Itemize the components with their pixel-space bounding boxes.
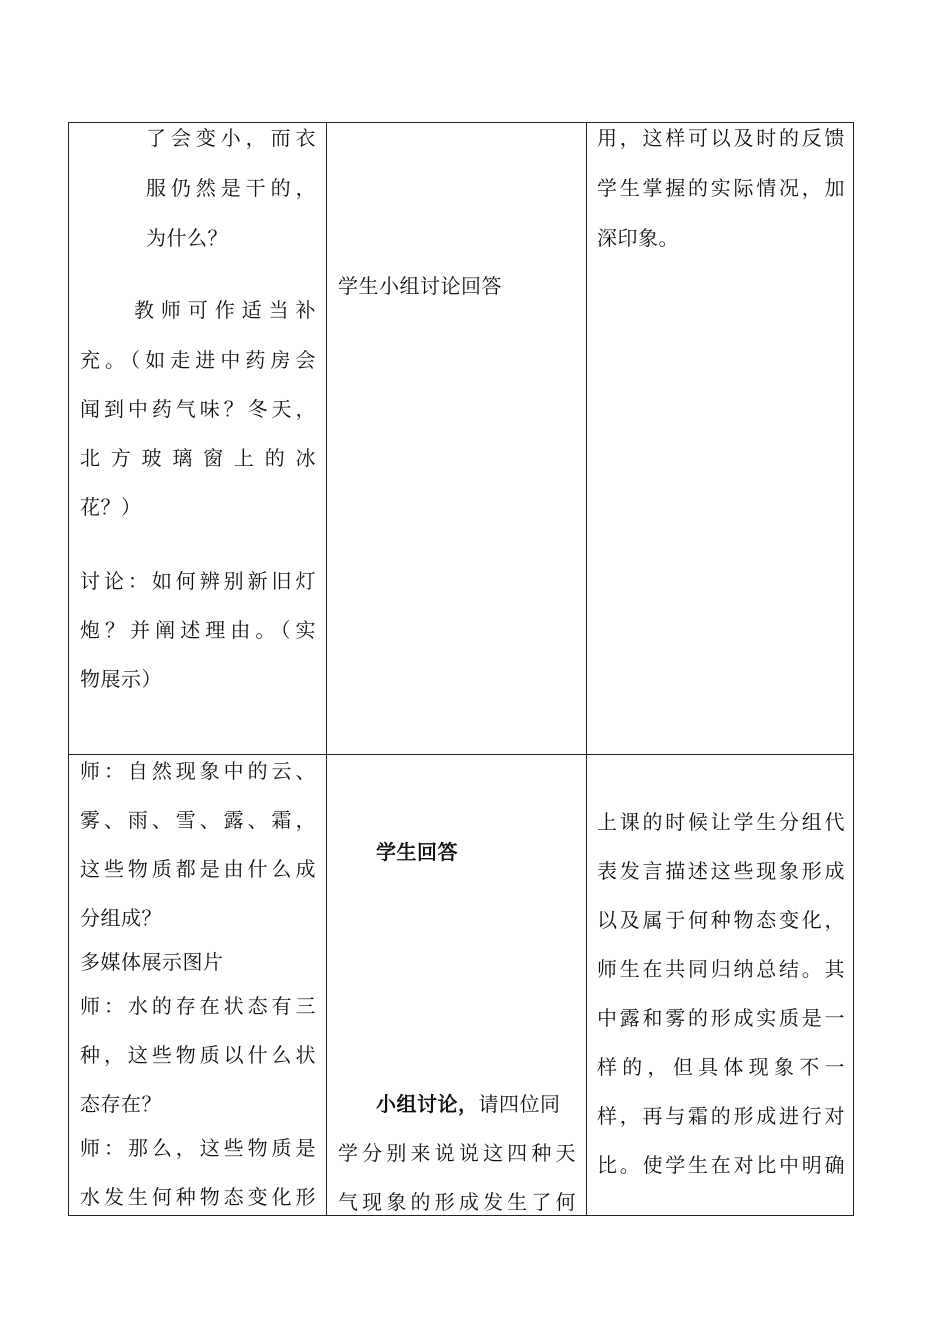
row1-col2-text: 学生小组讨论回答: [338, 274, 502, 298]
row1-col1-line: 为什么？: [146, 226, 228, 250]
row1-col1-line: 服仍然是干的，: [146, 176, 316, 200]
row1-col1-line: 讨论：如何辨别新旧灯: [80, 569, 316, 593]
row2-col1-line: 师：自然现象中的云、: [80, 759, 316, 783]
row1-col1-line: 教师可作适当补: [134, 298, 316, 322]
row2-col1-line: 雾、雨、雪、露、霜，: [80, 808, 316, 832]
row2-col3-line: 上课的时候让学生分组代: [597, 810, 845, 834]
row-divider: [68, 754, 854, 755]
row2-col1-line: 多媒体展示图片: [80, 950, 224, 974]
row2-col3-line: 师生在共同归纳总结。其: [597, 957, 845, 981]
group-discussion-label: 小组讨论，: [376, 1092, 479, 1116]
row2-col1-line: 种，这些物质以什么状: [80, 1043, 316, 1067]
column-divider-1: [326, 122, 327, 1216]
row1-col1-line: 北方玻璃窗上的冰: [80, 446, 316, 470]
row2-col1-line: 师：那么，这些物质是: [80, 1136, 316, 1160]
row2-col1-line: 分组成？: [80, 906, 162, 930]
row2-col1-line: 师：水的存在状态有三: [80, 994, 316, 1018]
row1-col1-line: 物展示）: [80, 667, 162, 691]
row2-col1-line: 态存在？: [80, 1092, 162, 1116]
row1-col1-line: 炮？并阐述理由。（实: [80, 618, 316, 642]
row2-col1-line: 这些物质都是由什么成: [80, 857, 316, 881]
row1-col3-line: 学生掌握的实际情况，加: [597, 176, 845, 200]
row2-col1-line: 水发生何种物态变化形: [80, 1185, 316, 1209]
row1-col1-line: 了会变小，而衣: [146, 126, 316, 150]
row1-col1-line: 充。（如走进中药房会: [80, 348, 316, 372]
row2-col3-line: 表发言描述这些现象形成: [597, 859, 845, 883]
row1-col1-line: 花？）: [80, 495, 142, 519]
row1-col3-line: 用，这样可以及时的反馈: [597, 126, 845, 150]
row2-col3-line: 中露和雾的形成实质是一: [597, 1006, 845, 1030]
row2-col3-line: 以及属于何种物态变化，: [597, 908, 845, 932]
row1-col3-line: 深印象。: [597, 226, 679, 250]
row2-col3-line: 比。使学生在对比中明确: [597, 1153, 845, 1177]
group-discussion-text: 请四位同: [478, 1092, 561, 1116]
row2-col2-answer: 学生回答: [376, 840, 458, 864]
row2-col2-group-line: 学分别来说说这四种天: [338, 1141, 576, 1165]
row2-col3-line: 样，再与霜的形成进行对: [597, 1104, 845, 1128]
row2-col3-line: 样的，但具体现象不一: [597, 1055, 845, 1079]
column-divider-2: [586, 122, 587, 1216]
row1-col1-line: 闻到中药气味？冬天，: [80, 397, 316, 421]
row2-col2-group-line: [376, 1092, 561, 1116]
row2-col2-group-line: 气现象的形成发生了何: [338, 1190, 576, 1214]
